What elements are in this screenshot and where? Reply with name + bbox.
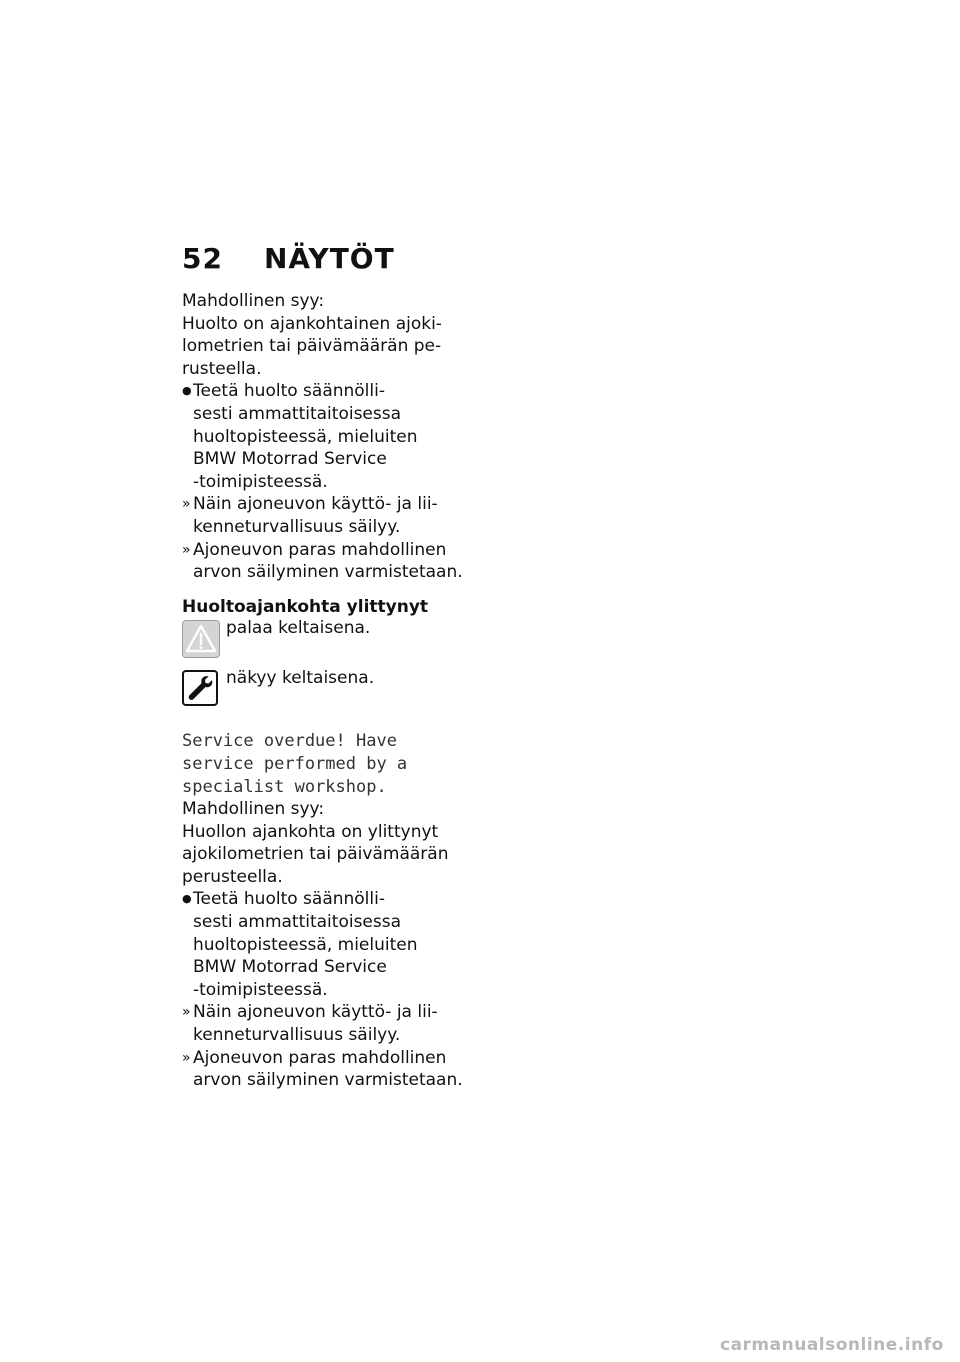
warning-indicator-text: palaa keltaisena. (226, 618, 371, 639)
chapter-title: NÄYTÖT (264, 242, 395, 275)
bullet-icon: ● (182, 384, 192, 398)
cause-label: Mahdollinen syy: (182, 291, 325, 311)
cause-line: ajokilometrien tai päivämäärän (182, 844, 449, 865)
watermark-text: carmanualsonline.info (720, 1335, 944, 1355)
cause-line: lometrien tai päivämäärän pe- (182, 336, 442, 357)
result-item (182, 1001, 472, 1046)
action-line: sesti ammattitaitoisessa (193, 912, 402, 933)
bullet-icon: ● (182, 892, 192, 906)
action-line: -toimipisteessä. (193, 471, 328, 492)
action-line: Teetä huolto säännölli- (193, 381, 385, 402)
result-line: arvon säilyminen varmistetaan. (193, 1070, 463, 1091)
content-column (182, 290, 472, 1092)
result-line: Ajoneuvon paras mahdollinen (193, 539, 447, 560)
action-bullet (182, 888, 472, 1001)
result-arrow-icon: » (182, 1049, 191, 1066)
result-line: Näin ajoneuvon käyttö- ja lii- (193, 494, 438, 515)
service-indicator-row (182, 670, 472, 720)
warning-indicator-row (182, 620, 472, 662)
result-item (182, 1047, 472, 1092)
display-message-line: Service overdue! Have (182, 731, 397, 752)
display-message-line: specialist workshop. (182, 776, 387, 797)
action-line: BMW Motorrad Service (193, 957, 387, 978)
result-line: kenneturvallisuus säilyy. (193, 516, 401, 537)
result-line: kenneturvallisuus säilyy. (193, 1025, 401, 1046)
cause-label: Mahdollinen syy: (182, 799, 325, 820)
cause-text (182, 313, 472, 381)
result-line: arvon säilyminen varmistetaan. (193, 562, 463, 583)
cause-line: perusteella. (182, 866, 283, 887)
result-arrow-icon: » (182, 1004, 191, 1021)
display-message-line: service performed by a (182, 753, 408, 774)
cause-line: Huolto on ajankohtainen ajoki- (182, 313, 442, 334)
cause-line: Huollon ajankohta on ylittynyt (182, 821, 439, 842)
action-line: -toimipisteessä. (193, 979, 328, 1000)
cause-line: rusteella. (182, 358, 262, 379)
warning-triangle-icon (182, 620, 220, 658)
action-line: sesti ammattitaitoisessa (193, 403, 402, 424)
section-heading: Huoltoajankohta ylittynyt (182, 596, 429, 617)
cause-text (182, 821, 472, 889)
result-arrow-icon: » (182, 541, 191, 558)
service-indicator-text: näkyy keltaisena. (226, 668, 375, 689)
result-line: Näin ajoneuvon käyttö- ja lii- (193, 1002, 438, 1023)
display-message (182, 730, 472, 798)
action-line: BMW Motorrad Service (193, 449, 387, 470)
page-header (182, 240, 395, 278)
wrench-icon (182, 670, 218, 706)
result-item (182, 539, 472, 584)
action-line: huoltopisteessä, mieluiten (193, 934, 418, 955)
action-line: Teetä huolto säännölli- (193, 889, 385, 910)
action-line: huoltopisteessä, mieluiten (193, 426, 418, 447)
result-line: Ajoneuvon paras mahdollinen (193, 1047, 447, 1068)
result-arrow-icon: » (182, 496, 191, 513)
action-bullet (182, 380, 472, 493)
result-item (182, 493, 472, 538)
page-number: 52 (182, 242, 223, 275)
